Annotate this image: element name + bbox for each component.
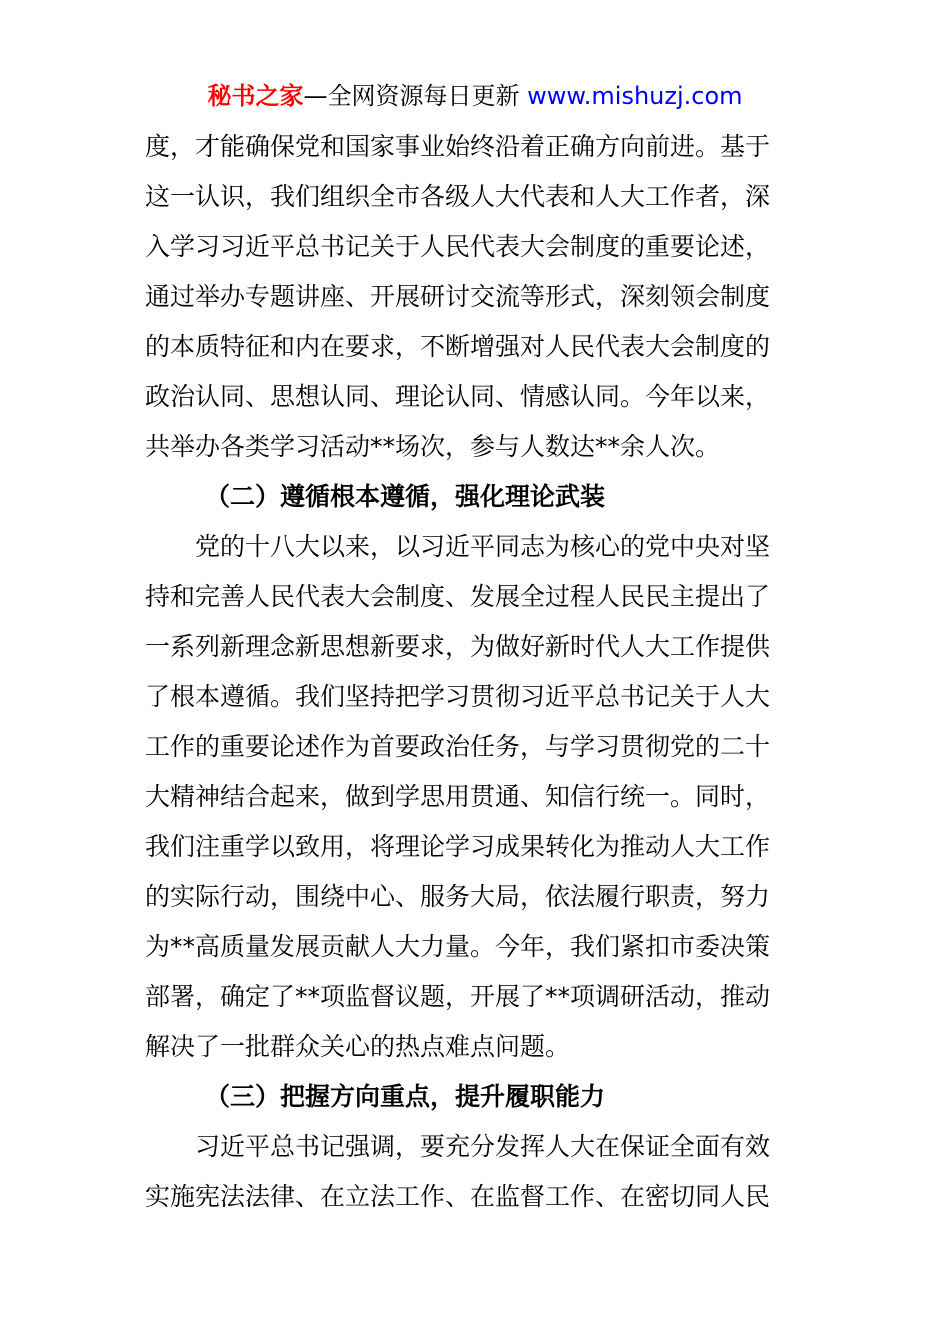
section-heading-3: （三）把握方向重点，提升履职能力: [205, 1082, 606, 1111]
body-line: 了根本遵循。我们坚持把学习贯彻习近平总书记关于人大: [145, 682, 771, 711]
body-line: 一系列新理念新思想新要求，为做好新时代人大工作提供: [145, 632, 771, 661]
body-line: 工作的重要论述作为首要政治任务，与学习贯彻党的二十: [145, 732, 771, 761]
body-line: 共举办各类学习活动**场次，参与人数达**余人次。: [145, 432, 721, 461]
body-line: 部署，确定了**项监督议题，开展了**项调研活动，推动: [145, 982, 771, 1011]
body-line: 为**高质量发展贡献人大力量。今年，我们紧扣市委决策: [145, 932, 771, 961]
body-line: 政治认同、思想认同、理论认同、情感认同。今年以来，: [145, 382, 771, 411]
body-line: 我们注重学以致用，将理论学习成果转化为推动人大工作: [145, 832, 771, 861]
body-line: 习近平总书记强调，要充分发挥人大在保证全面有效: [195, 1132, 771, 1161]
header-tagline: —全网资源每日更新: [303, 82, 528, 110]
body-line: 入学习习近平总书记关于人民代表大会制度的重要论述，: [145, 232, 771, 261]
section-heading-2: （二）遵循根本遵循，强化理论武装: [205, 482, 606, 511]
body-line: 解决了一批群众关心的热点难点问题。: [145, 1032, 571, 1061]
page-header: [0, 80, 950, 112]
body-line: 实施宪法法律、在立法工作、在监督工作、在密切同人民: [145, 1182, 771, 1211]
site-url-link[interactable]: www.mishuzj.com: [527, 82, 743, 110]
body-line: 党的十八大以来，以习近平同志为核心的党中央对坚: [195, 532, 771, 561]
body-line: 通过举办专题讲座、开展研讨交流等形式，深刻领会制度: [145, 282, 771, 311]
body-line: 这一认识，我们组织全市各级人大代表和人大工作者，深: [145, 182, 771, 211]
body-line: 的本质特征和内在要求，不断增强对人民代表大会制度的: [145, 332, 771, 361]
document-body: [145, 122, 809, 1222]
body-line: 的实际行动，围绕中心、服务大局，依法履行职责，努力: [145, 882, 771, 911]
brand-name: 秘书之家: [207, 82, 304, 110]
body-line: 持和完善人民代表大会制度、发展全过程人民民主提出了: [145, 582, 771, 611]
body-line: 度，才能确保党和国家事业始终沿着正确方向前进。基于: [145, 132, 771, 161]
body-line: 大精神结合起来，做到学思用贯通、知信行统一。同时，: [145, 782, 771, 811]
